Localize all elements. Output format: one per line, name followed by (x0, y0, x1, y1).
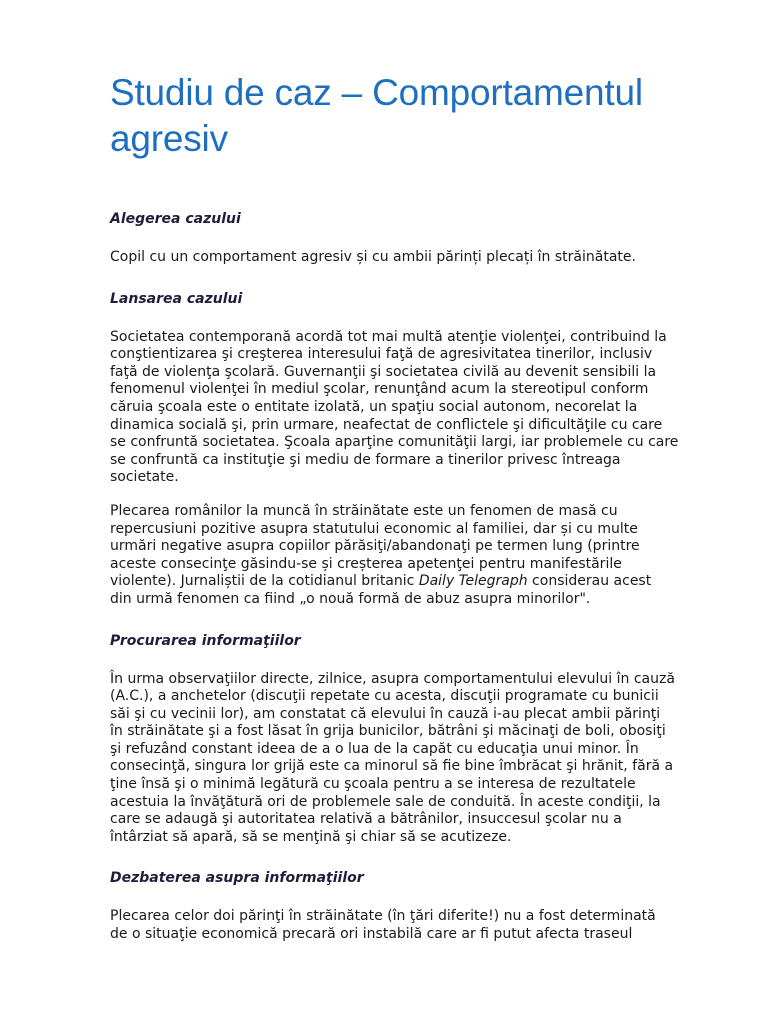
section-paragraph-with-citation (110, 503, 710, 609)
paragraph-text: Plecarea românilor la muncă în străinătate este un fenomen de masă cu repercusiuni pozitive asupra statutului economic al familiei, dar și cu multe urmări negative asupra copiilor părăsiţi/abandonaţi pe termen lung (printre aceste consecinţe găsindu-se și creșterea apetenţei pentru manifestările violente). Jurnaliștii de la cotidianul britanic (110, 502, 640, 590)
section-heading: Lansarea cazului (110, 290, 243, 307)
document-page (110, 70, 710, 944)
newspaper-name: Daily Telegraph (418, 573, 528, 590)
section-lansarea-cazului (110, 290, 710, 609)
paragraph-text: considerau acest din urmă fenomen ca fiind „o nouă formă de abuz asupra minorilor". (110, 573, 652, 607)
section-heading: Procurarea informaţiilor (110, 632, 301, 649)
section-paragraph: Copil cu un comportament agresiv și cu ambii părinți plecați în străinătate. (110, 249, 636, 265)
section-heading: Alegerea cazului (110, 211, 241, 227)
section-paragraph: Plecarea celor doi părinţi în străinătate (în ţări diferite!) nu a fost determinată de o situaţie economică precară ori instabilă care ar fi putut afecta traseul (110, 908, 656, 943)
section-dezbaterea-asupra-informatiilor (110, 869, 710, 943)
section-paragraph: Societatea contemporană acordă tot mai multă atenţie violenţei, contribuind la conştientizarea şi creşterea interesului faţă de agresivitatea tinerilor, inclusiv faţă de violenţa şcolară. Guvernanţii şi societatea civilă au devenit sensibili la fenomenul violenţei în mediul şcolar, renunţând acum la stereotipul conform căruia şcoala este o entitate izolată, un spaţiu social autonom, necorelat la dinamica socială şi, prin urmare, neafectat de conflictele şi dificultăţile cu care se confruntă societatea. Şcoala aparţine comunităţii largi, iar problemele cu care se confruntă ca instituţie şi mediu de formare a tinerilor privesc întreaga societate. (110, 328, 679, 486)
section-alegerea-cazului (110, 210, 710, 267)
section-procurarea-informatiilor (110, 632, 710, 847)
document-title: Studiu de caz – Comportamentul agresiv (110, 72, 643, 159)
section-paragraph: În urma observaţiilor directe, zilnice, asupra comportamentului elevului în cauză (A.C.), a anchetelor (discuţii repetate cu acesta, discuţii programate cu bunicii săi şi cu vecinii lor), am constatat că elevului în cauză i-au plecat ambii părinţi în străinătate şi a fost lăsat în grija bunicilor, bătrâni şi măcinaţi de boli, obosiţi şi refuzând constant ideea de a o lua de la capăt cu educaţia unui minor. În consecinţă, singura lor grijă este ca minorul să fie bine îmbrăcat şi hrănit, fără a ţine însă şi o minimă legătură cu şcoala pentru a se interesa de rezultatele acestuia la învăţătură ori de problemele sale de conduită. În aceste condiţii, la care se adaugă şi autoritatea relativă a bătrânilor, insuccesul şcolar nu a întârziat să apară, să se menţină şi chiar să se acutizeze. (110, 670, 675, 845)
section-heading: Dezbaterea asupra informaţiilor (110, 870, 364, 887)
